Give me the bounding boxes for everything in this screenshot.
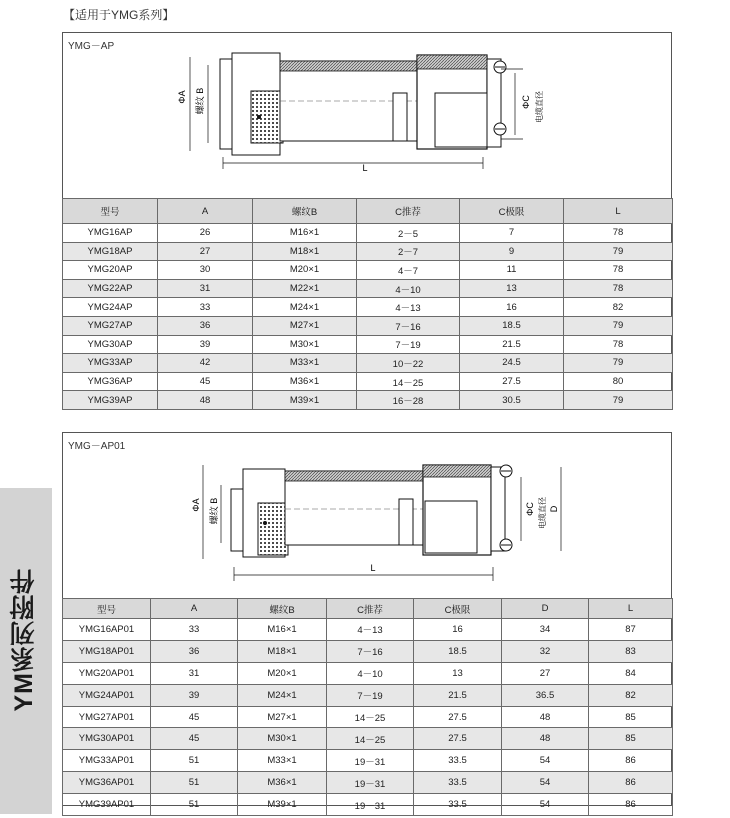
- cell-c-recommended: 14－25: [357, 372, 460, 391]
- table-header-row: [63, 199, 673, 224]
- cell-l: 87: [589, 619, 673, 641]
- cell-thread-b: M24×1: [238, 684, 327, 706]
- cell-a: 33: [158, 298, 253, 317]
- cell-thread-b: M33×1: [238, 750, 327, 772]
- cell-thread-b: M30×1: [253, 335, 357, 354]
- ymg-ap-panel: [62, 32, 672, 407]
- cell-d: 48: [502, 706, 589, 728]
- cell-model: YMG30AP01: [63, 728, 151, 750]
- cell-c-recommended: 19－31: [327, 772, 414, 794]
- cell-c-limit: 13: [460, 279, 564, 298]
- cell-a: 31: [151, 662, 238, 684]
- cell-model: YMG39AP: [63, 391, 158, 410]
- cable-diameter-label: 电缆直径: [538, 497, 547, 529]
- cell-c-limit: 27.5: [414, 706, 502, 728]
- dim-d-label: D: [549, 505, 559, 513]
- table-row: [63, 750, 673, 772]
- cell-c-recommended: 4－7: [357, 261, 460, 280]
- cell-c-limit: 9: [460, 242, 564, 261]
- cell-c-recommended: 14－25: [327, 728, 414, 750]
- cell-c-recommended: 16－28: [357, 391, 460, 410]
- dim-phi-a-label: ΦA: [191, 498, 201, 512]
- cell-model: YMG18AP01: [63, 640, 151, 662]
- spec-table: [62, 598, 673, 816]
- cell-c-recommended: 4－13: [327, 619, 414, 641]
- table-row: [63, 298, 673, 317]
- cell-d: 27: [502, 662, 589, 684]
- cell-c-limit: 18.5: [460, 316, 564, 335]
- table-row: [63, 662, 673, 684]
- cell-c-recommended: 19－31: [327, 750, 414, 772]
- table-row: [63, 335, 673, 354]
- cell-model: YMG20AP: [63, 261, 158, 280]
- table-row: [63, 391, 673, 410]
- table-row: [63, 261, 673, 280]
- cell-c-recommended: 7－19: [327, 684, 414, 706]
- cell-c-limit: 33.5: [414, 772, 502, 794]
- cable-diameter-label: 电缆直径: [535, 91, 544, 123]
- cell-c-limit: 11: [460, 261, 564, 280]
- col-header-a: A: [158, 199, 253, 224]
- cell-c-recommended: 7－19: [357, 335, 460, 354]
- cell-model: YMG16AP: [63, 224, 158, 243]
- col-header-thread-b: 螺纹B: [253, 199, 357, 224]
- col-header-model: 型号: [63, 199, 158, 224]
- table-row: [63, 728, 673, 750]
- cell-a: 45: [151, 706, 238, 728]
- cell-c-recommended: 7－16: [357, 316, 460, 335]
- dim-phi-c-label: ΦC: [525, 502, 535, 516]
- sidebar-label: YM系列附件: [10, 568, 38, 712]
- cell-l: 82: [589, 684, 673, 706]
- col-header-model: 型号: [63, 599, 151, 619]
- table-row: [63, 279, 673, 298]
- cell-l: 85: [589, 706, 673, 728]
- cell-d: 34: [502, 619, 589, 641]
- cell-l: 78: [564, 261, 673, 280]
- cell-d: 48: [502, 728, 589, 750]
- cell-thread-b: M27×1: [253, 316, 357, 335]
- cell-c-recommended: 2－7: [357, 242, 460, 261]
- table-row: [63, 372, 673, 391]
- cell-model: YMG33AP: [63, 354, 158, 373]
- cell-a: 36: [151, 640, 238, 662]
- dim-phi-c-label: ΦC: [521, 95, 531, 109]
- connector-drawing: [63, 33, 671, 198]
- cell-a: 45: [158, 372, 253, 391]
- cell-c-limit: 27.5: [414, 728, 502, 750]
- cell-c-recommended: 14－25: [327, 706, 414, 728]
- cell-c-limit: 33.5: [414, 794, 502, 816]
- dim-phi-a-label: ΦA: [177, 90, 187, 104]
- cell-thread-b: M36×1: [253, 372, 357, 391]
- cell-thread-b: M16×1: [253, 224, 357, 243]
- cell-thread-b: M16×1: [238, 619, 327, 641]
- cell-a: 36: [158, 316, 253, 335]
- sidebar-tab: [0, 488, 52, 814]
- cell-model: YMG33AP01: [63, 750, 151, 772]
- cell-l: 79: [564, 242, 673, 261]
- cell-model: YMG36AP: [63, 372, 158, 391]
- cell-a: 31: [158, 279, 253, 298]
- cell-model: YMG27AP: [63, 316, 158, 335]
- panel-title: YMG－AP: [68, 41, 115, 52]
- col-header-c-recommended: C推荐: [327, 599, 414, 619]
- cell-c-limit: 16: [460, 298, 564, 317]
- table-row: [63, 640, 673, 662]
- cell-l: 78: [564, 279, 673, 298]
- cell-thread-b: M33×1: [253, 354, 357, 373]
- cell-c-recommended: 4－10: [327, 662, 414, 684]
- cell-a: 39: [151, 684, 238, 706]
- cell-l: 83: [589, 640, 673, 662]
- table-row: [63, 706, 673, 728]
- connector-drawing: [63, 433, 671, 598]
- cell-l: 79: [564, 391, 673, 410]
- cell-c-limit: 18.5: [414, 640, 502, 662]
- table-row: [63, 684, 673, 706]
- col-header-thread-b: 螺纹B: [238, 599, 327, 619]
- cell-d: 36.5: [502, 684, 589, 706]
- cell-model: YMG24AP01: [63, 684, 151, 706]
- cell-c-limit: 33.5: [414, 750, 502, 772]
- cell-l: 78: [564, 335, 673, 354]
- cell-l: 86: [589, 750, 673, 772]
- panel-title: YMG－AP01: [68, 441, 126, 452]
- cell-l: 86: [589, 772, 673, 794]
- col-header-l: L: [589, 599, 673, 619]
- cell-a: 39: [158, 335, 253, 354]
- cell-thread-b: M22×1: [253, 279, 357, 298]
- cell-l: 80: [564, 372, 673, 391]
- cell-thread-b: M20×1: [238, 662, 327, 684]
- cell-c-recommended: 4－10: [357, 279, 460, 298]
- cell-thread-b: M18×1: [238, 640, 327, 662]
- table-header-row: [63, 599, 673, 619]
- spec-table: [62, 198, 673, 410]
- cell-model: YMG27AP01: [63, 706, 151, 728]
- cell-l: 78: [564, 224, 673, 243]
- cell-l: 79: [564, 354, 673, 373]
- cell-c-limit: 24.5: [460, 354, 564, 373]
- table-row: [63, 619, 673, 641]
- cell-c-recommended: 2－5: [357, 224, 460, 243]
- cell-a: 33: [151, 619, 238, 641]
- dim-l-label: L: [370, 563, 376, 573]
- table-row: [63, 224, 673, 243]
- cell-a: 27: [158, 242, 253, 261]
- ymg-ap01-panel: [62, 432, 672, 812]
- cell-thread-b: M39×1: [253, 391, 357, 410]
- cell-thread-b: M27×1: [238, 706, 327, 728]
- cell-l: 84: [589, 662, 673, 684]
- cell-thread-b: M39×1: [238, 794, 327, 816]
- cell-model: YMG36AP01: [63, 772, 151, 794]
- page-heading: 【适用于YMG系列】: [63, 8, 175, 22]
- col-header-d: D: [502, 599, 589, 619]
- table-row: [63, 242, 673, 261]
- cell-thread-b: M30×1: [238, 728, 327, 750]
- cell-a: 30: [158, 261, 253, 280]
- table-row: [63, 772, 673, 794]
- cell-model: YMG20AP01: [63, 662, 151, 684]
- cell-d: 54: [502, 794, 589, 816]
- dim-thread-b-label: 螺纹 B: [209, 497, 219, 525]
- cell-a: 26: [158, 224, 253, 243]
- cell-c-limit: 21.5: [414, 684, 502, 706]
- cell-c-limit: 27.5: [460, 372, 564, 391]
- cell-c-recommended: 4－13: [357, 298, 460, 317]
- col-header-a: A: [151, 599, 238, 619]
- cell-l: 86: [589, 794, 673, 816]
- col-header-c-limit: C极限: [460, 199, 564, 224]
- cell-thread-b: M18×1: [253, 242, 357, 261]
- cell-a: 42: [158, 354, 253, 373]
- dim-l-label: L: [362, 163, 368, 173]
- table-row: [63, 316, 673, 335]
- cell-a: 45: [151, 728, 238, 750]
- cell-l: 85: [589, 728, 673, 750]
- cell-l: 79: [564, 316, 673, 335]
- cell-d: 32: [502, 640, 589, 662]
- cell-c-recommended: 7－16: [327, 640, 414, 662]
- cell-a: 51: [151, 794, 238, 816]
- cell-c-limit: 13: [414, 662, 502, 684]
- cell-d: 54: [502, 750, 589, 772]
- cell-d: 54: [502, 772, 589, 794]
- table-row: [63, 794, 673, 816]
- col-header-c-limit: C极限: [414, 599, 502, 619]
- col-header-c-recommended: C推荐: [357, 199, 460, 224]
- cell-thread-b: M20×1: [253, 261, 357, 280]
- cell-c-limit: 21.5: [460, 335, 564, 354]
- cell-model: YMG16AP01: [63, 619, 151, 641]
- col-header-l: L: [564, 199, 673, 224]
- cell-c-limit: 30.5: [460, 391, 564, 410]
- cell-a: 48: [158, 391, 253, 410]
- cell-a: 51: [151, 772, 238, 794]
- cell-l: 82: [564, 298, 673, 317]
- cell-c-recommended: 19－31: [327, 794, 414, 816]
- cell-thread-b: M36×1: [238, 772, 327, 794]
- cell-c-recommended: 10－22: [357, 354, 460, 373]
- cell-a: 51: [151, 750, 238, 772]
- cell-model: YMG24AP: [63, 298, 158, 317]
- cell-thread-b: M24×1: [253, 298, 357, 317]
- cell-model: YMG18AP: [63, 242, 158, 261]
- cell-c-limit: 16: [414, 619, 502, 641]
- cell-c-limit: 7: [460, 224, 564, 243]
- cell-model: YMG39AP01: [63, 794, 151, 816]
- dim-thread-b-label: 螺纹 B: [195, 87, 205, 115]
- cell-model: YMG30AP: [63, 335, 158, 354]
- table-row: [63, 354, 673, 373]
- cell-model: YMG22AP: [63, 279, 158, 298]
